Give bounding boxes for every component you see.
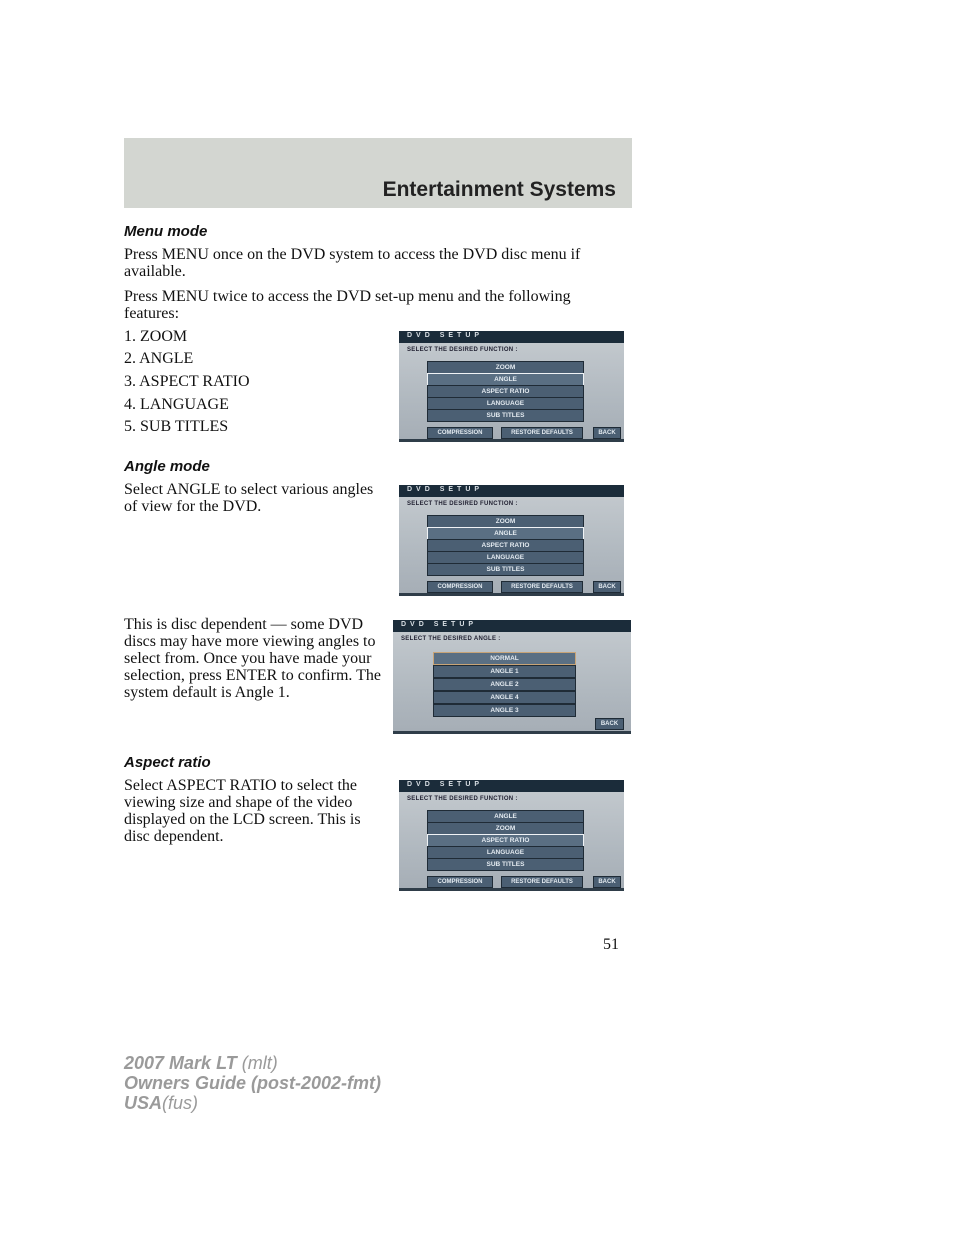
option-language[interactable]: LANGUAGE: [427, 551, 584, 564]
screen-title: DVD SETUP: [407, 332, 484, 339]
feature-list-item: 3. ASPECT RATIO: [124, 373, 250, 390]
page-number: 51: [603, 936, 619, 953]
footer-model-code: (mlt): [241, 1053, 278, 1073]
feature-list-item: 4. LANGUAGE: [124, 396, 229, 413]
aspect-ratio-para-1: Select ASPECT RATIO to select the viewing size and shape of the video displayed on the LCD screen. This is disc dependent.: [124, 777, 361, 845]
restore-defaults-button[interactable]: RESTORE DEFAULTS: [501, 581, 583, 593]
screen-prompt: SELECT THE DESIRED FUNCTION :: [407, 501, 518, 507]
angle-mode-para-1: Select ANGLE to select various angles of view for the DVD.: [124, 481, 374, 515]
footer-model: 2007 Mark LT: [124, 1053, 237, 1073]
option-zoom[interactable]: ZOOM: [427, 822, 584, 835]
compression-button[interactable]: COMPRESSION: [427, 581, 493, 593]
option-angle[interactable]: ANGLE: [427, 373, 584, 386]
option-angle[interactable]: ANGLE: [427, 810, 584, 823]
option-language[interactable]: LANGUAGE: [427, 846, 584, 859]
dvd-angle-screen: [393, 620, 631, 734]
screen-title: DVD SETUP: [407, 486, 484, 493]
option-aspect-ratio[interactable]: ASPECT RATIO: [427, 385, 584, 398]
restore-defaults-button[interactable]: RESTORE DEFAULTS: [501, 876, 583, 888]
option-aspect-ratio[interactable]: ASPECT RATIO: [427, 834, 584, 847]
option-angle[interactable]: ANGLE: [427, 527, 584, 540]
option-sub-titles[interactable]: SUB TITLES: [427, 409, 584, 422]
header-band: [124, 138, 632, 208]
angle-option-normal[interactable]: NORMAL: [433, 652, 576, 665]
option-zoom[interactable]: ZOOM: [427, 361, 584, 374]
angle-mode-heading: Angle mode: [124, 458, 210, 475]
option-sub-titles[interactable]: SUB TITLES: [427, 563, 584, 576]
screen-title: DVD SETUP: [401, 621, 478, 628]
compression-button[interactable]: COMPRESSION: [427, 876, 493, 888]
angle-option[interactable]: ANGLE 3: [433, 704, 576, 717]
footer-line-3: [124, 1093, 381, 1113]
feature-list-item: 5. SUB TITLES: [124, 418, 229, 435]
screen-prompt: SELECT THE DESIRED ANGLE :: [401, 636, 501, 642]
compression-button[interactable]: COMPRESSION: [427, 427, 493, 439]
feature-list-item: 2. ANGLE: [124, 350, 194, 367]
dvd-setup-screen-angle: [399, 485, 624, 596]
back-button[interactable]: BACK: [593, 876, 621, 888]
option-sub-titles[interactable]: SUB TITLES: [427, 858, 584, 871]
section-title: Entertainment Systems: [382, 178, 616, 201]
feature-list-item: 1. ZOOM: [124, 328, 188, 345]
back-button[interactable]: BACK: [593, 581, 621, 593]
restore-defaults-button[interactable]: RESTORE DEFAULTS: [501, 427, 583, 439]
menu-mode-para-2: Press MENU twice to access the DVD set-up menu and the following features:: [124, 288, 571, 322]
screen-prompt: SELECT THE DESIRED FUNCTION :: [407, 796, 518, 802]
back-button[interactable]: BACK: [595, 718, 624, 730]
option-zoom[interactable]: ZOOM: [427, 515, 584, 528]
dvd-setup-screen-aspect: [399, 780, 624, 891]
screen-prompt: SELECT THE DESIRED FUNCTION :: [407, 347, 518, 353]
screen-title: DVD SETUP: [407, 781, 484, 788]
footer-market: USA: [124, 1093, 163, 1113]
footer-line-2: Owners Guide (post-2002-fmt): [124, 1073, 382, 1093]
angle-option[interactable]: ANGLE 4: [433, 691, 576, 704]
menu-mode-para-1: Press MENU once on the DVD system to access the DVD disc menu if available.: [124, 246, 581, 280]
footer-line-1: [124, 1053, 381, 1073]
back-button[interactable]: BACK: [593, 427, 621, 439]
footer-market-code: (fus): [162, 1093, 199, 1113]
angle-mode-para-2: This is disc dependent — some DVD discs may have more viewing angles to select from. Once you have made your selection, press ENTER to confirm. The system default is Angle 1.: [124, 616, 381, 701]
option-language[interactable]: LANGUAGE: [427, 397, 584, 410]
menu-mode-heading: Menu mode: [124, 223, 208, 240]
angle-option[interactable]: ANGLE 1: [433, 665, 576, 678]
angle-option[interactable]: ANGLE 2: [433, 678, 576, 691]
aspect-ratio-heading: Aspect ratio: [124, 754, 211, 771]
dvd-setup-screen-menu: [399, 331, 624, 442]
document-footer: [124, 1053, 381, 1113]
option-aspect-ratio[interactable]: ASPECT RATIO: [427, 539, 584, 552]
